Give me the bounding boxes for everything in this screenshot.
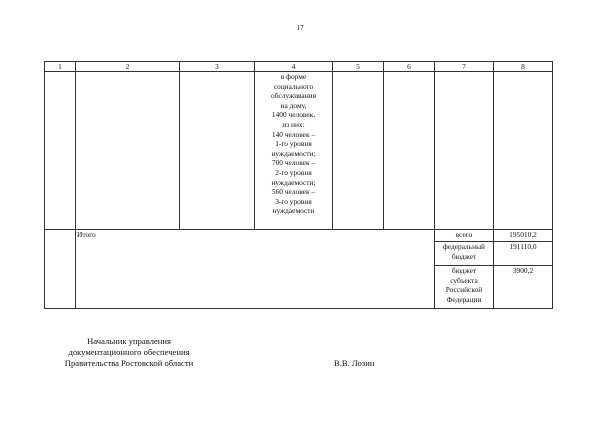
text-line: 140 человек – <box>271 129 316 139</box>
text-line: 560 человек – <box>271 187 316 197</box>
signatory-title <box>44 336 214 369</box>
text-line: субъекта <box>450 275 478 285</box>
text-line: 2-го уровня <box>275 167 312 177</box>
column-number: 3 <box>180 62 255 72</box>
text-line: всего <box>455 230 473 239</box>
text-line: из них: <box>282 119 305 129</box>
column-number: 4 <box>255 62 333 72</box>
table-cell <box>180 72 255 230</box>
table-cell <box>384 72 435 230</box>
page-number: 17 <box>296 24 304 32</box>
text-line: на дому, <box>280 100 307 110</box>
column-number-row <box>45 62 553 72</box>
text-line: нуждаемости <box>272 206 315 216</box>
signatory-name: В.В. Лозин <box>334 358 375 368</box>
table-cell <box>45 72 76 230</box>
service-description-cell <box>255 72 333 230</box>
amount-cell: 191110,0 <box>494 242 553 266</box>
text-line: документационного обеспечения <box>68 347 190 357</box>
text-line: бюджет <box>451 251 477 261</box>
column-number: 2 <box>76 62 180 72</box>
text-line: Правительства Ростовской области <box>64 358 194 368</box>
column-number: 7 <box>435 62 494 72</box>
table-cell <box>76 72 180 230</box>
table-cell <box>494 72 553 230</box>
text-line: 1400 человек, <box>271 110 316 120</box>
text-line: социального <box>273 81 314 91</box>
text-line: Российской <box>445 285 483 295</box>
table-cell <box>333 72 384 230</box>
text-line: нуждаемости; <box>271 177 316 187</box>
funding-source-cell <box>435 266 494 309</box>
table-cell <box>45 230 76 309</box>
text-line: 3-го уровня <box>275 196 312 206</box>
total-row <box>45 230 553 242</box>
text-line: Федерации <box>446 294 482 304</box>
table-row <box>45 72 553 230</box>
column-number: 5 <box>333 62 384 72</box>
text-line: в форме <box>280 72 307 81</box>
text-line: бюджет <box>451 266 477 275</box>
cell-lines <box>256 72 331 216</box>
text-line: 1-го уровня <box>275 139 312 149</box>
text-line: нуждаемости; <box>271 148 316 158</box>
funding-source-cell <box>435 230 494 242</box>
text-line: Начальник управления <box>87 336 171 346</box>
column-number: 6 <box>384 62 435 72</box>
budget-table <box>44 61 553 309</box>
total-label: Итого <box>76 230 435 309</box>
column-number: 8 <box>494 62 553 72</box>
text-line: федеральный <box>443 242 485 251</box>
amount-cell: 3900,2 <box>494 266 553 309</box>
column-number: 1 <box>45 62 76 72</box>
amount-cell: 195010,2 <box>494 230 553 242</box>
funding-source-cell <box>435 242 494 266</box>
text-line: 700 человек – <box>271 158 316 168</box>
text-line: обслуживания <box>270 91 317 101</box>
table-cell <box>435 72 494 230</box>
